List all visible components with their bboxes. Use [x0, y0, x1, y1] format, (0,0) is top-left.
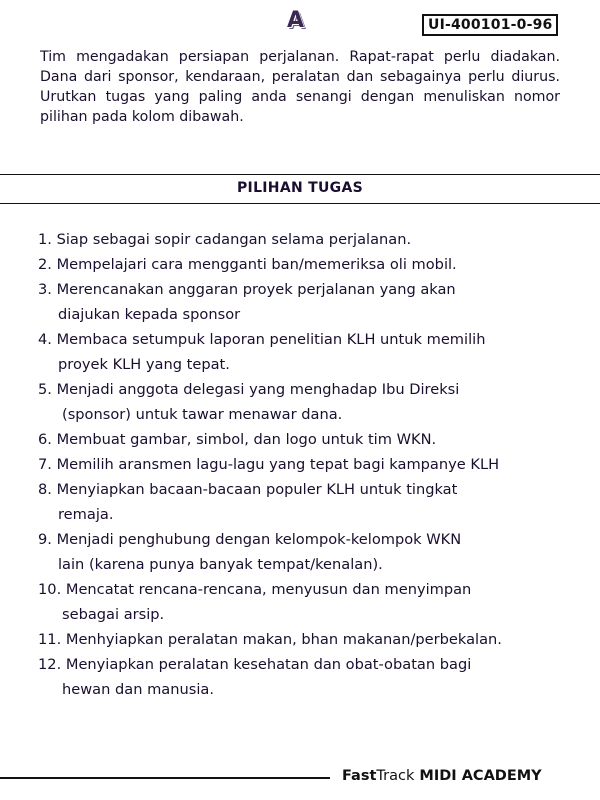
task-text: 10. Mencatat rencana-rencana, menyusun dan menyimpan	[38, 581, 472, 598]
task-item-4	[38, 327, 578, 377]
task-text: 11. Menhyiapkan peralatan makan, bhan makanan/perbekalan.	[38, 631, 502, 648]
task-text: 12. Menyiapkan peralatan kesehatan dan obat-obatan bagi	[38, 656, 472, 673]
footer-rule	[0, 777, 330, 779]
task-text: 5. Menjadi anggota delegasi yang menghadap Ibu Direksi	[38, 381, 460, 398]
task-item-1	[38, 227, 578, 252]
task-text: 6. Membuat gambar, simbol, dan logo untuk tim WKN.	[38, 431, 437, 448]
task-item-12	[38, 652, 578, 702]
task-item-7	[38, 452, 578, 477]
brand-track: Track	[376, 768, 415, 784]
task-text: 4. Membaca setumpuk laporan penelitian KLH untuk memilih	[38, 331, 486, 348]
task-text: 3. Merencanakan anggaran proyek perjalanan yang akan	[38, 281, 456, 298]
task-list	[38, 227, 578, 702]
section-divider-bottom	[0, 203, 600, 204]
form-code-box: UI-400101-0-96	[422, 14, 558, 36]
task-text: 1. Siap sebagai sopir cadangan selama perjalanan.	[38, 231, 412, 248]
task-item-9	[38, 527, 578, 577]
intro-paragraph: Tim mengadakan persiapan perjalanan. Rapat-rapat perlu diadakan. Dana dari sponsor, kendaraan, peralatan dan sebagainya perlu diurus. Urutkan tugas yang paling anda senangi dengan menuliskan nomor pilihan pada kolom dibawah.	[40, 49, 560, 125]
form-letter: A	[287, 8, 306, 33]
task-item-3	[38, 277, 578, 327]
task-text: 7. Memilih aransmen lagu-lagu yang tepat bagi kampanye KLH	[38, 456, 500, 473]
task-item-10	[38, 577, 578, 627]
task-text-continued: (sponsor) untuk tawar menawar dana.	[62, 406, 343, 423]
task-text-continued: diajukan kepada sponsor	[58, 306, 241, 323]
brand-fast: Fast	[342, 768, 377, 784]
task-item-6	[38, 427, 578, 452]
task-item-5	[38, 377, 578, 427]
task-item-8	[38, 477, 578, 527]
task-text: 9. Menjadi penghubung dengan kelompok-kelompok WKN	[38, 531, 462, 548]
task-text-continued: sebagai arsip.	[62, 606, 165, 623]
task-text-continued: remaja.	[58, 506, 114, 523]
task-text-continued: hewan dan manusia.	[62, 681, 214, 698]
task-text: 8. Menyiapkan bacaan-bacaan populer KLH untuk tingkat	[38, 481, 458, 498]
section-title: PILIHAN TUGAS	[237, 180, 363, 196]
task-item-11	[38, 627, 578, 652]
section-divider-top	[0, 174, 600, 175]
task-text-continued: lain (karena punya banyak tempat/kenalan).	[58, 556, 383, 573]
task-item-2	[38, 252, 578, 277]
task-text: 2. Mempelajari cara mengganti ban/memeriksa oli mobil.	[38, 256, 457, 273]
task-text-continued: proyek KLH yang tepat.	[58, 356, 230, 373]
footer-brand	[342, 768, 542, 784]
brand-midi-academy: MIDI ACADEMY	[414, 768, 542, 784]
